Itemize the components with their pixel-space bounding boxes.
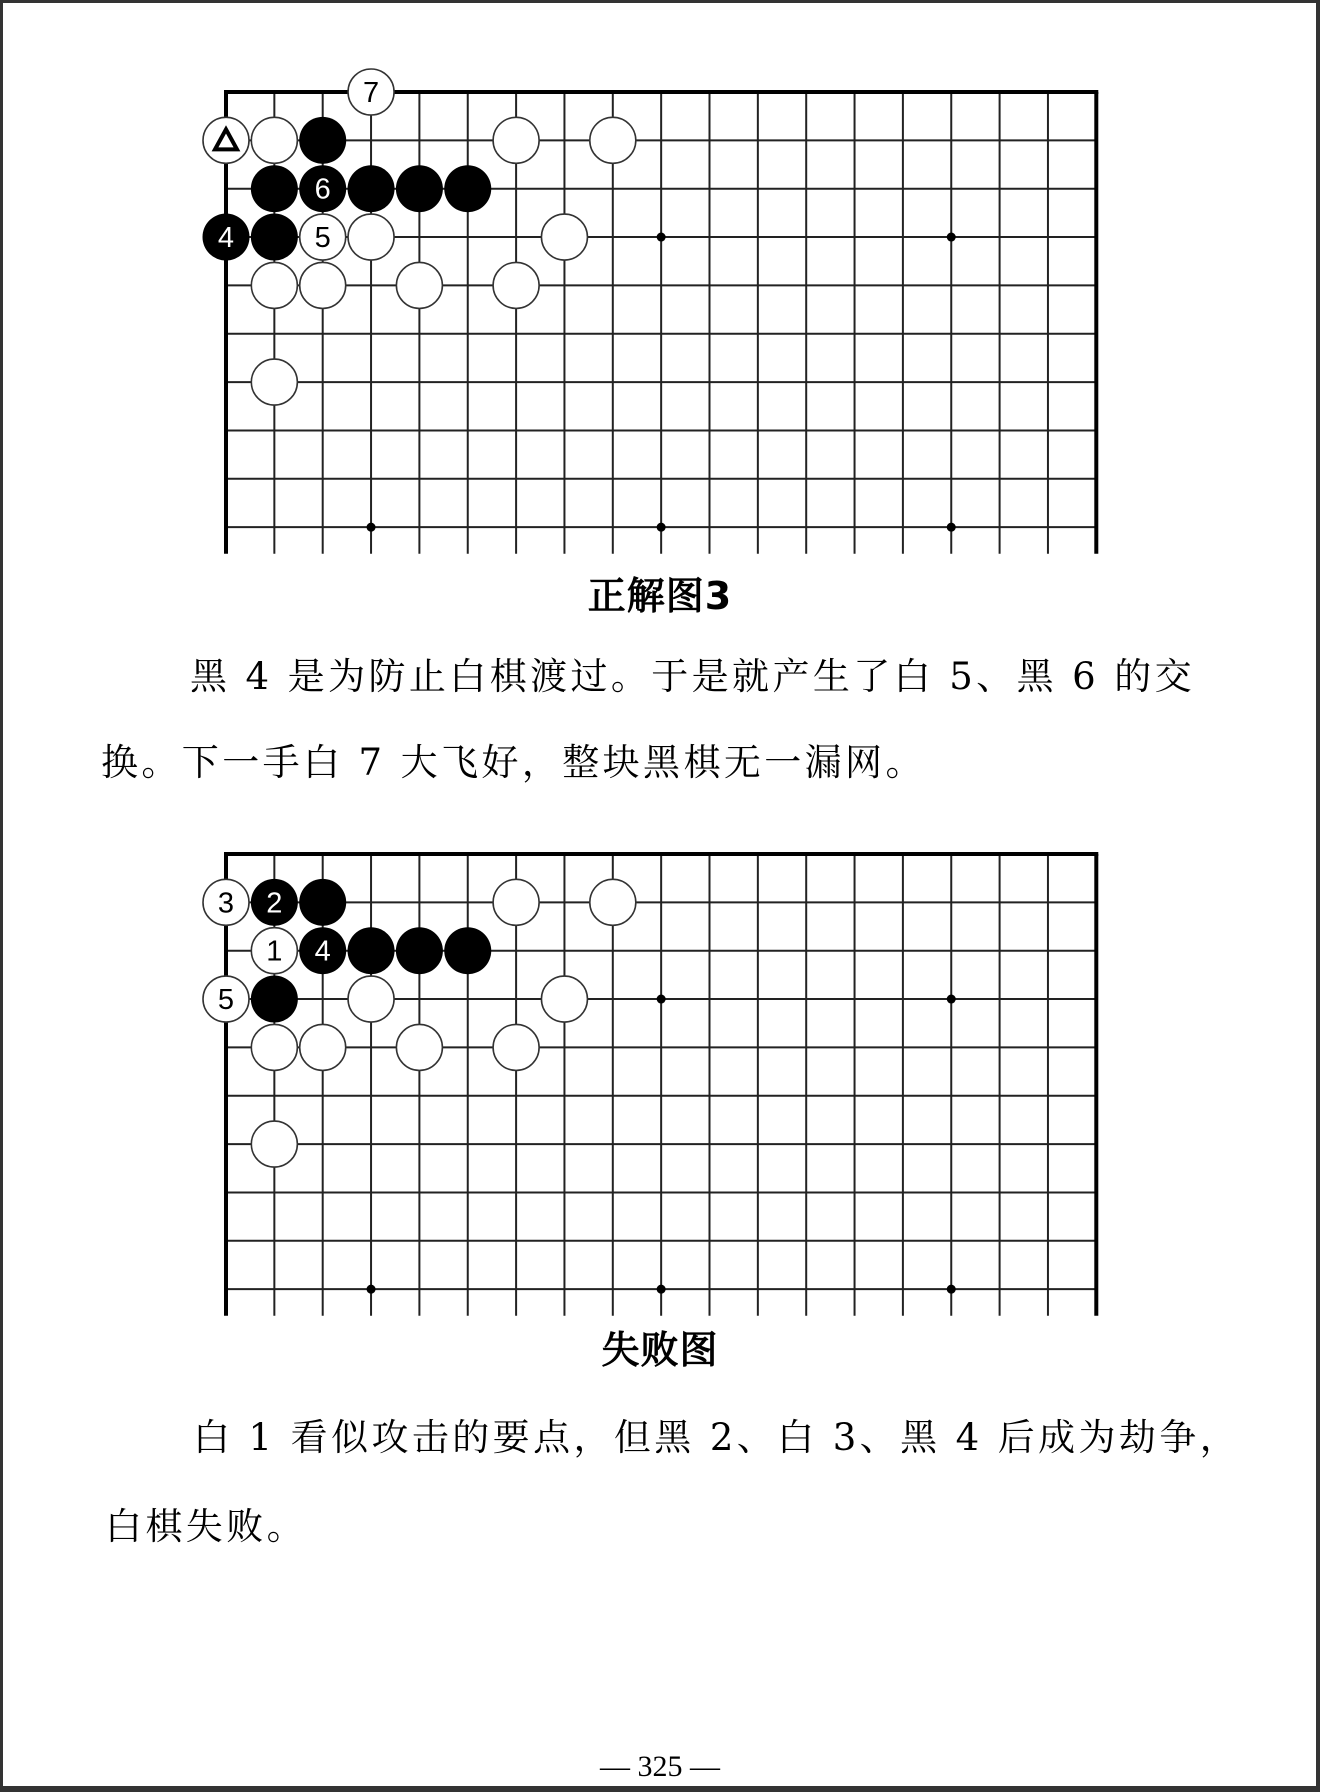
white-stone: [590, 879, 636, 925]
white-stone: [396, 1024, 442, 1070]
black-stone: [299, 879, 346, 926]
star-point: [657, 995, 666, 1004]
move-number: 2: [266, 887, 283, 920]
page-frame-bottom: [0, 1786, 1320, 1792]
black-stone: [444, 927, 491, 974]
paragraph-line: 白 1 看似攻击的要点，但黑 2、白 3、黑 4 后成为劫争，: [193, 1416, 1241, 1459]
paragraph-line: 白棋失败。: [105, 1505, 307, 1548]
star-point: [367, 1285, 376, 1294]
white-stone: [493, 1024, 539, 1070]
move-number: 7: [362, 77, 380, 109]
diagram-caption: 失败图: [601, 1328, 719, 1372]
white-stone: [203, 976, 249, 1022]
black-stone: [251, 976, 298, 1023]
white-stone: [541, 976, 587, 1022]
diagram-caption: 正解图3: [587, 574, 733, 618]
white-stone: [348, 976, 394, 1022]
black-stone: [396, 927, 443, 974]
star-point: [947, 995, 956, 1004]
white-stone: [251, 1024, 297, 1070]
move-number: 5: [314, 222, 331, 255]
white-stone: [493, 879, 539, 925]
white-stone: [251, 928, 297, 974]
white-stone: [300, 1024, 346, 1070]
paragraph-line: 换。下一手白 7 大飞好，整块黑棋无一漏网。: [101, 741, 926, 784]
paragraph-line: 黑 4 是为防止白棋渡过。于是就产生了白 5、黑 6 的交: [190, 655, 1196, 698]
black-stone: [348, 927, 395, 974]
white-stone: [251, 1121, 297, 1167]
black-stone: [251, 879, 298, 926]
star-point: [947, 1285, 956, 1294]
move-number: 6: [314, 173, 331, 206]
white-stone: [203, 879, 249, 925]
move-number: 1: [266, 935, 283, 968]
move-number: 5: [217, 984, 235, 1017]
move-number: 4: [217, 222, 235, 255]
move-number: 3: [217, 887, 235, 920]
move-number: 4: [314, 935, 331, 968]
star-point: [657, 1285, 666, 1294]
board-grid: [224, 854, 1098, 1316]
black-stone: [299, 927, 346, 974]
page-number: — 325 —: [600, 1750, 720, 1783]
